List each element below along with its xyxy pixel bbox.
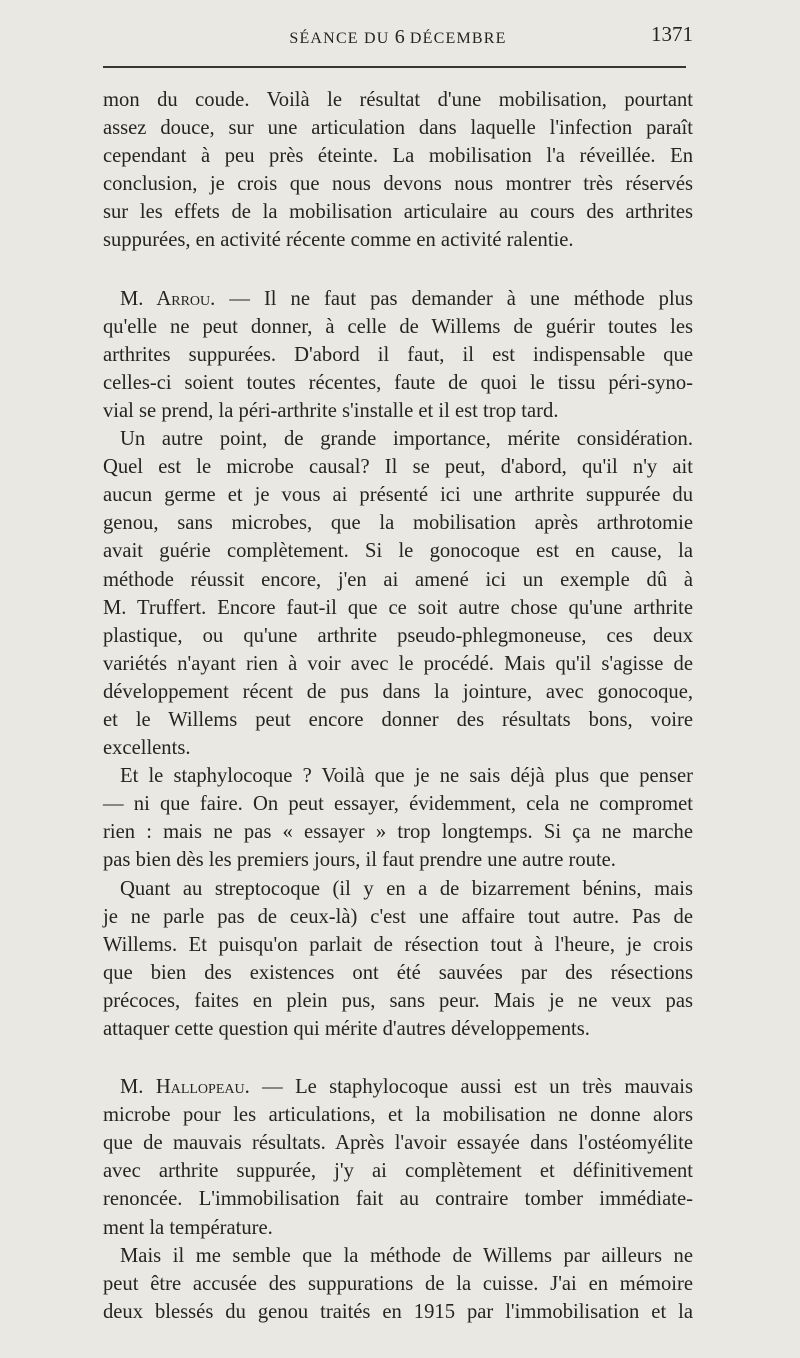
paragraph-p4 (103, 762, 693, 874)
text-line (103, 114, 693, 142)
text-line (103, 566, 693, 594)
line-text: pas bien dès les premiers jours, il faut prendre une autre route. (103, 849, 616, 872)
running-title-day: 6 (394, 26, 405, 48)
line-text: variétés n'ayant rien à voir avec le procédé. Mais qu'il s'agisse de (103, 652, 693, 675)
line-text: — Il ne faut pas demander à une méthode plus (215, 287, 693, 310)
line-text: plastique, ou qu'une arthrite pseudo-phlegmoneuse, ces deux (103, 624, 693, 647)
text-line (103, 818, 693, 846)
text-line (103, 706, 693, 734)
text-line (103, 537, 693, 565)
text-line (103, 341, 693, 369)
text-line (103, 846, 693, 874)
text-line (103, 875, 693, 903)
text-line (103, 142, 693, 170)
line-text: excellents. (103, 737, 191, 760)
line-text: que de mauvais résultats. Après l'avoir essayée dans l'ostéomyélite (103, 1132, 693, 1155)
line-text: développement récent de pus dans la jointure, avec gonocoque, (103, 680, 693, 703)
text-line (103, 285, 693, 313)
line-text: arthrites suppurées. D'abord il faut, il est indispensable que (103, 343, 693, 366)
text-line (103, 1185, 693, 1213)
line-text: Quant au streptocoque (il y en a de bizarrement bénins, mais (120, 877, 693, 900)
text-line (103, 762, 693, 790)
line-text: qu'elle ne peut donner, à celle de Willems de guérir toutes les (103, 315, 693, 338)
line-text: aucun germe et je vous ai présenté ici une arthrite suppurée du (103, 484, 693, 507)
line-text: Quel est le microbe causal? Il se peut, d'abord, qu'il n'y ait (103, 456, 693, 479)
line-text: — Le staphylocoque aussi est un très mauvais (249, 1076, 693, 1099)
line-text: Et le staphylocoque ? Voilà que je ne sais déjà plus que penser (120, 765, 693, 788)
text-line (103, 734, 693, 762)
running-head (103, 22, 693, 52)
page-number: 1371 (651, 22, 693, 46)
text-line (103, 170, 693, 198)
line-text: avait guérie complètement. Si le gonocoque est en cause, la (103, 540, 693, 563)
text-line (103, 790, 693, 818)
line-text: renoncée. L'immobilisation fait au contraire tomber immédiate- (103, 1188, 693, 1211)
text-line (103, 1242, 693, 1270)
text-line (103, 1101, 693, 1129)
line-text: sur les effets de la mobilisation articulaire au cours des arthrites (103, 201, 693, 224)
line-text: microbe pour les articulations, et la mobilisation ne donne alors (103, 1104, 693, 1127)
text-line (103, 397, 693, 425)
text-line (103, 650, 693, 678)
line-text: cependant à peu près éteinte. La mobilisation l'a réveillée. En (103, 145, 693, 168)
line-text: rien : mais ne pas « essayer » trop longtemps. Si ça ne marche (103, 821, 693, 844)
line-text: peut être accusée des suppurations de la cuisse. J'ai en mémoire (103, 1272, 693, 1295)
text-line (103, 1298, 693, 1326)
line-text: Un autre point, de grande importance, mérite considération. (120, 428, 693, 451)
text-line (103, 594, 693, 622)
running-title-pre: SÉANCE DU (289, 30, 395, 47)
line-text: genou, sans microbes, que la mobilisation après arthrotomie (103, 512, 693, 535)
paragraph-p5 (103, 875, 693, 1044)
line-text: suppurées, en activité récente comme en activité ralentie. (103, 229, 574, 252)
text-line (103, 1214, 693, 1242)
paragraph-p1 (103, 86, 693, 255)
line-text: vial se prend, la péri-arthrite s'installe et il est trop tard. (103, 399, 559, 422)
line-text: celles-ci soient toutes récentes, faute de quoi le tissu péri-syno- (103, 371, 693, 394)
text-line (103, 226, 693, 254)
speaker-name: M. Arrou. (120, 287, 216, 310)
line-text: assez douce, sur une articulation dans laquelle l'infection paraît (103, 117, 693, 140)
paragraph-p2 (103, 285, 693, 425)
line-text: — ni que faire. On peut essayer, évidemment, cela ne compromet (103, 793, 693, 816)
text-line (103, 987, 693, 1015)
text-line (103, 198, 693, 226)
text-line (103, 481, 693, 509)
text-line (103, 369, 693, 397)
line-text: conclusion, je crois que nous devons nous montrer très réservés (103, 173, 693, 196)
line-text: je ne parle pas de ceux-là) c'est une affaire tout autre. Pas de (103, 905, 693, 928)
text-line (103, 622, 693, 650)
line-text: précoces, faites en plein pus, sans peur. Mais je ne veux pas (103, 989, 693, 1012)
line-text: que bien des existences ont été sauvées par des résections (103, 961, 693, 984)
line-text: M. Truffert. Encore faut-il que ce soit autre chose qu'une arthrite (103, 596, 693, 619)
text-line (103, 1270, 693, 1298)
paragraph-p3 (103, 425, 693, 762)
speaker-name: M. Hallopeau. (120, 1076, 250, 1099)
body-text (103, 86, 693, 1326)
text-line (103, 1015, 693, 1043)
text-line (103, 931, 693, 959)
running-title-post: DÉCEMBRE (404, 30, 507, 47)
text-line (103, 1157, 693, 1185)
line-text: deux blessés du genou traités en 1915 par l'immobilisation et la (103, 1300, 693, 1323)
text-line (103, 1129, 693, 1157)
text-line (103, 678, 693, 706)
line-text: méthode réussit encore, j'en ai amené ici un exemple dû à (103, 568, 693, 591)
running-title (103, 26, 693, 49)
line-text: Mais il me semble que la méthode de Willems par ailleurs ne (120, 1244, 693, 1267)
paragraph-p6 (103, 1073, 693, 1242)
line-text: ment la température. (103, 1216, 273, 1239)
paragraph-p7 (103, 1242, 693, 1326)
text-line (103, 313, 693, 341)
line-text: mon du coude. Voilà le résultat d'une mobilisation, pourtant (103, 89, 693, 111)
header-rule (103, 66, 686, 68)
text-line (103, 453, 693, 481)
line-text: Willems. Et puisqu'on parlait de résection tout à l'heure, je crois (103, 933, 693, 956)
line-text: et le Willems peut encore donner des résultats bons, voire (103, 708, 693, 731)
text-line (103, 86, 693, 114)
text-line (103, 903, 693, 931)
text-line (103, 425, 693, 453)
text-line (103, 1073, 693, 1101)
line-text: avec arthrite suppurée, j'y ai complètement et définitivement (103, 1160, 693, 1183)
text-line (103, 959, 693, 987)
text-line (103, 509, 693, 537)
line-text: attaquer cette question qui mérite d'autres développements. (103, 1018, 590, 1040)
